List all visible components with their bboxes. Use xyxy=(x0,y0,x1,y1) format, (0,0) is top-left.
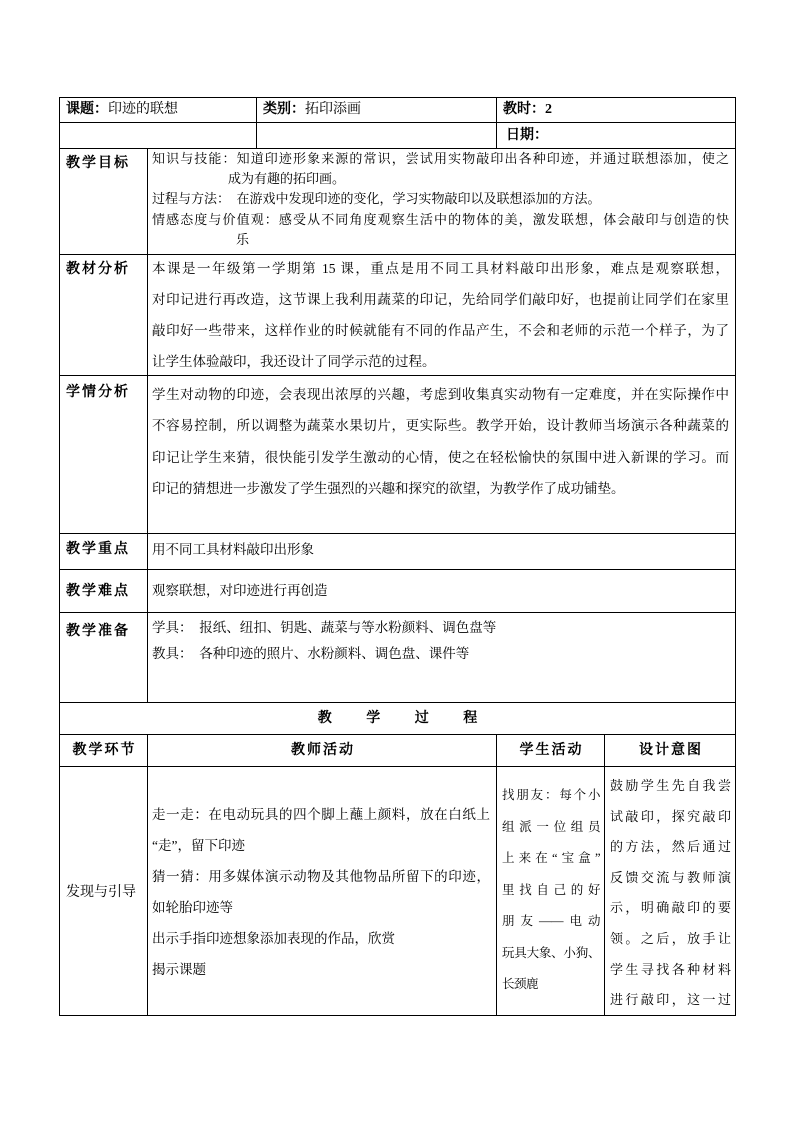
student-activity-line: 长颈鹿 xyxy=(502,977,539,991)
date-cell xyxy=(496,122,736,149)
design-intent-line: 试敲印，探究敲印 xyxy=(610,808,731,824)
column-header-teacher: 教师活动 xyxy=(147,734,497,767)
design-intent-line: 示，明确敲印的要 xyxy=(610,900,731,916)
teacher-activity-line: 如轮胎印迹等 xyxy=(152,900,233,915)
periods-cell xyxy=(496,97,736,123)
student-activity-line: 上来在“宝盒” xyxy=(502,851,600,865)
design-intent-cell xyxy=(604,766,736,1016)
student-activity-line: 找朋友：每个小 xyxy=(502,788,600,802)
periods-label: 教时： xyxy=(503,102,545,117)
design-intent-line: 的方法，然后通过 xyxy=(610,839,731,855)
preparation-content xyxy=(147,612,736,703)
learner-analysis-line: 学生对动物的印迹，会表现出浓厚的兴趣，考虑到收集真实动物有一定难度，并在实际操作中 xyxy=(152,387,729,402)
preparation-label: 教学准备 xyxy=(59,612,148,703)
objectives-line: 乐 xyxy=(236,231,250,247)
material-analysis-line: 对印记进行再改造，这节课上我利用蔬菜的印记，先给同学们敲印好，也提前让同学们在家里 xyxy=(152,292,729,307)
objectives-line: 过程与方法： 在游戏中发现印迹的变化，学习实物敲印以及联想添加的方法。 xyxy=(152,191,601,207)
empty-cell xyxy=(59,122,257,149)
student-activity-cell xyxy=(496,766,605,1016)
learner-analysis-label: 学情分析 xyxy=(59,375,148,534)
design-intent-line: 领。之后，放手让 xyxy=(610,930,731,946)
objectives-label: 教学目标 xyxy=(59,148,148,255)
material-analysis-content xyxy=(147,254,736,376)
student-activity-line: 组派一位组员 xyxy=(502,819,600,834)
material-analysis-line: 本课是一年级第一学期第 15 课，重点是用不同工具材料敲印出形象，难点是观察联想， xyxy=(152,261,729,276)
empty-cell xyxy=(256,122,497,149)
stage-name: 发现与引导 xyxy=(66,885,136,900)
category-value: 拓印添画 xyxy=(305,102,361,117)
material-analysis-text xyxy=(152,254,729,376)
objectives-line: 知识与技能：知道印迹形象来源的常识，尝试用实物敲印出各种印迹，并通过联想添加，使之 xyxy=(152,151,729,166)
learner-analysis-line: 印记让学生来猜，很快能引发学生激动的心情，使之在轻松愉快的氛围中进入新课的学习。而 xyxy=(152,449,729,465)
difficulty-content xyxy=(147,569,736,613)
key-point-content xyxy=(147,533,736,570)
category-label: 类别： xyxy=(263,102,305,117)
teacher-activity-line: 揭示课题 xyxy=(152,962,206,977)
stage-cell xyxy=(59,766,148,1016)
material-analysis-line: 让学生体验敲印，我还设计了同学示范的过程。 xyxy=(152,354,436,369)
topic-cell xyxy=(59,97,257,123)
preparation-line: 学具： 报纸、纽扣、钥匙、蔬菜与等水粉颜料、调色盘等 xyxy=(152,620,497,635)
student-activity-line: 玩具大象、小狗、 xyxy=(502,945,600,960)
design-intent-line: 进行敲印，这一过 xyxy=(610,992,731,1008)
key-point-label: 教学重点 xyxy=(59,533,148,570)
material-analysis-line: 敲印好一些带来，这样作业的时候就能有不同的作品产生，不会和老师的示范一个样子，为了 xyxy=(152,323,729,338)
topic-value: 印迹的联想 xyxy=(108,102,178,117)
teacher-activity-line: 猜一猜：用多媒体演示动物及其他物品所留下的印迹， xyxy=(152,869,490,884)
learner-analysis-line: 印记的猜想进一步激发了学生强烈的兴趣和探究的欲望，为教学作了成功铺垫。 xyxy=(152,480,625,496)
periods-value: 2 xyxy=(545,102,552,117)
teacher-activity-line: 出示手指印迹想象添加表现的作品，欣赏 xyxy=(152,931,395,946)
objectives-line: 情感态度与价值观：感受从不同角度观察生活中的物体的美，激发联想，体会敲印与创造的快 xyxy=(152,211,729,227)
objectives-line: 成为有趣的拓印画。 xyxy=(228,171,346,187)
student-activity-line: 朋友——电动 xyxy=(502,914,600,928)
column-header-stage: 教学环节 xyxy=(59,734,148,767)
column-header-student: 学生活动 xyxy=(496,734,605,767)
material-analysis-label: 教材分析 xyxy=(59,254,148,376)
design-intent-line: 学生寻找各种材料 xyxy=(610,961,731,977)
preparation-line: 教具： 各种印迹的照片、水粉颜料、调色盘、课件等 xyxy=(152,646,470,661)
date-label: 日期： xyxy=(506,128,548,143)
learner-analysis-content xyxy=(147,375,736,534)
teacher-activity-line: 走一走：在电动玩具的四个脚上蘸上颜料，放在白纸上 xyxy=(152,807,490,822)
topic-label: 课题： xyxy=(66,102,108,117)
key-point-text: 用不同工具材料敲印出形象 xyxy=(152,542,314,557)
objectives-content xyxy=(147,148,736,255)
design-intent-line: 鼓励学生先自我尝 xyxy=(610,778,731,793)
design-intent-line: 反馈交流与教师演 xyxy=(610,869,731,885)
process-title: 教 学 过 程 xyxy=(59,702,736,735)
student-activity-line: 里找自己的好 xyxy=(502,882,600,897)
teacher-activity-line: “走”，留下印迹 xyxy=(152,838,245,853)
column-header-intent: 设计意图 xyxy=(604,734,736,767)
difficulty-label: 教学难点 xyxy=(59,569,148,613)
category-cell xyxy=(256,97,497,123)
learner-analysis-line: 不容易控制，所以调整为蔬菜水果切片，更实际些。教学开始，设计教师当场演示各种蔬菜的 xyxy=(152,418,729,434)
teacher-activity-cell xyxy=(147,766,497,1016)
difficulty-text: 观察联想，对印迹进行再创造 xyxy=(152,583,328,598)
